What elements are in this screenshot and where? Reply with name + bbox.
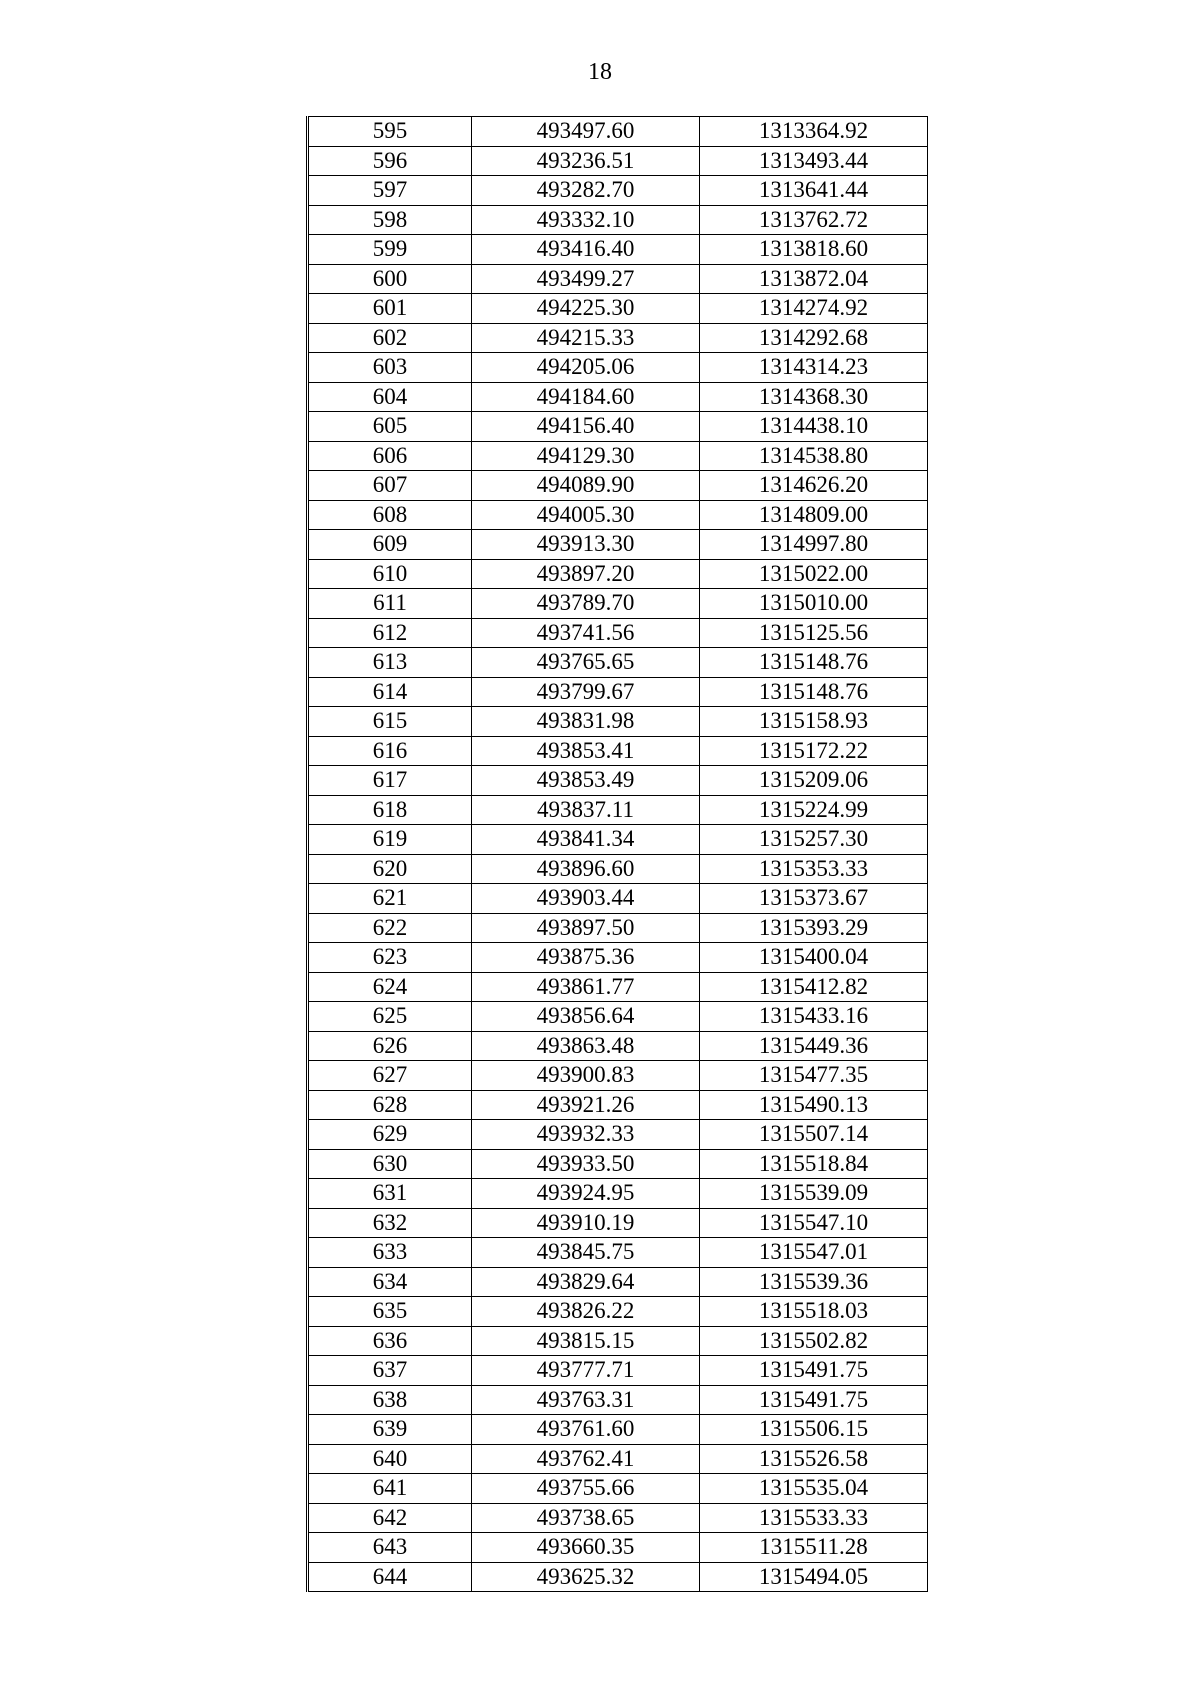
table-row xyxy=(308,1002,928,1032)
table-row xyxy=(308,1179,928,1209)
point-number-cell: 605 xyxy=(308,412,472,442)
y-coordinate-cell: 1315502.82 xyxy=(700,1326,928,1356)
x-coordinate-cell: 493755.66 xyxy=(472,1474,700,1504)
x-coordinate-cell: 493831.98 xyxy=(472,707,700,737)
y-coordinate-cell: 1315507.14 xyxy=(700,1120,928,1150)
point-number-cell: 622 xyxy=(308,913,472,943)
x-coordinate-cell: 493763.31 xyxy=(472,1385,700,1415)
y-coordinate-cell: 1314809.00 xyxy=(700,500,928,530)
y-coordinate-cell: 1315535.04 xyxy=(700,1474,928,1504)
x-coordinate-cell: 493625.32 xyxy=(472,1562,700,1592)
y-coordinate-cell: 1315148.76 xyxy=(700,677,928,707)
point-number-cell: 603 xyxy=(308,353,472,383)
table-row xyxy=(308,382,928,412)
y-coordinate-cell: 1315433.16 xyxy=(700,1002,928,1032)
x-coordinate-cell: 493921.26 xyxy=(472,1090,700,1120)
y-coordinate-cell: 1315539.36 xyxy=(700,1267,928,1297)
x-coordinate-cell: 493499.27 xyxy=(472,264,700,294)
y-coordinate-cell: 1313641.44 xyxy=(700,176,928,206)
x-coordinate-cell: 493861.77 xyxy=(472,972,700,1002)
y-coordinate-cell: 1315506.15 xyxy=(700,1415,928,1445)
point-number-cell: 604 xyxy=(308,382,472,412)
x-coordinate-cell: 493282.70 xyxy=(472,176,700,206)
point-number-cell: 628 xyxy=(308,1090,472,1120)
point-number-cell: 606 xyxy=(308,441,472,471)
point-number-cell: 595 xyxy=(308,117,472,147)
table-row xyxy=(308,323,928,353)
point-number-cell: 615 xyxy=(308,707,472,737)
point-number-cell: 635 xyxy=(308,1297,472,1327)
y-coordinate-cell: 1315511.28 xyxy=(700,1533,928,1563)
table-row xyxy=(308,1031,928,1061)
point-number-cell: 642 xyxy=(308,1503,472,1533)
y-coordinate-cell: 1315353.33 xyxy=(700,854,928,884)
table-row xyxy=(308,471,928,501)
x-coordinate-cell: 493897.50 xyxy=(472,913,700,943)
table-row xyxy=(308,176,928,206)
y-coordinate-cell: 1315539.09 xyxy=(700,1179,928,1209)
point-number-cell: 624 xyxy=(308,972,472,1002)
table-row xyxy=(308,1474,928,1504)
x-coordinate-cell: 494225.30 xyxy=(472,294,700,324)
x-coordinate-cell: 493903.44 xyxy=(472,884,700,914)
y-coordinate-cell: 1315526.58 xyxy=(700,1444,928,1474)
x-coordinate-cell: 494005.30 xyxy=(472,500,700,530)
y-coordinate-cell: 1315125.56 xyxy=(700,618,928,648)
table-row xyxy=(308,589,928,619)
x-coordinate-cell: 493933.50 xyxy=(472,1149,700,1179)
point-number-cell: 619 xyxy=(308,825,472,855)
table-row xyxy=(308,1562,928,1592)
y-coordinate-cell: 1315393.29 xyxy=(700,913,928,943)
table-row xyxy=(308,648,928,678)
point-number-cell: 629 xyxy=(308,1120,472,1150)
table-row xyxy=(308,353,928,383)
y-coordinate-cell: 1314292.68 xyxy=(700,323,928,353)
y-coordinate-cell: 1315494.05 xyxy=(700,1562,928,1592)
y-coordinate-cell: 1315490.13 xyxy=(700,1090,928,1120)
x-coordinate-cell: 493845.75 xyxy=(472,1238,700,1268)
point-number-cell: 641 xyxy=(308,1474,472,1504)
coordinates-table xyxy=(306,116,928,1592)
y-coordinate-cell: 1315257.30 xyxy=(700,825,928,855)
point-number-cell: 607 xyxy=(308,471,472,501)
point-number-cell: 627 xyxy=(308,1061,472,1091)
y-coordinate-cell: 1314314.23 xyxy=(700,353,928,383)
table-row xyxy=(308,412,928,442)
page-number: 18 xyxy=(588,59,612,85)
x-coordinate-cell: 493900.83 xyxy=(472,1061,700,1091)
x-coordinate-cell: 493332.10 xyxy=(472,205,700,235)
x-coordinate-cell: 494089.90 xyxy=(472,471,700,501)
point-number-cell: 636 xyxy=(308,1326,472,1356)
x-coordinate-cell: 493765.65 xyxy=(472,648,700,678)
y-coordinate-cell: 1314997.80 xyxy=(700,530,928,560)
x-coordinate-cell: 493896.60 xyxy=(472,854,700,884)
x-coordinate-cell: 493497.60 xyxy=(472,117,700,147)
y-coordinate-cell: 1313872.04 xyxy=(700,264,928,294)
table-row xyxy=(308,677,928,707)
x-coordinate-cell: 493738.65 xyxy=(472,1503,700,1533)
point-number-cell: 631 xyxy=(308,1179,472,1209)
x-coordinate-cell: 493416.40 xyxy=(472,235,700,265)
table-row xyxy=(308,854,928,884)
coordinates-table-body xyxy=(308,117,928,1592)
point-number-cell: 640 xyxy=(308,1444,472,1474)
table-row xyxy=(308,1356,928,1386)
table-row xyxy=(308,500,928,530)
table-row xyxy=(308,618,928,648)
y-coordinate-cell: 1315412.82 xyxy=(700,972,928,1002)
point-number-cell: 639 xyxy=(308,1415,472,1445)
table-row xyxy=(308,766,928,796)
point-number-cell: 602 xyxy=(308,323,472,353)
x-coordinate-cell: 493913.30 xyxy=(472,530,700,560)
point-number-cell: 612 xyxy=(308,618,472,648)
point-number-cell: 617 xyxy=(308,766,472,796)
table-row xyxy=(308,1208,928,1238)
point-number-cell: 626 xyxy=(308,1031,472,1061)
y-coordinate-cell: 1313762.72 xyxy=(700,205,928,235)
y-coordinate-cell: 1315547.01 xyxy=(700,1238,928,1268)
y-coordinate-cell: 1315209.06 xyxy=(700,766,928,796)
y-coordinate-cell: 1314538.80 xyxy=(700,441,928,471)
point-number-cell: 618 xyxy=(308,795,472,825)
table-row xyxy=(308,235,928,265)
point-number-cell: 613 xyxy=(308,648,472,678)
table-row xyxy=(308,736,928,766)
y-coordinate-cell: 1315491.75 xyxy=(700,1356,928,1386)
point-number-cell: 633 xyxy=(308,1238,472,1268)
y-coordinate-cell: 1315477.35 xyxy=(700,1061,928,1091)
table-row xyxy=(308,294,928,324)
table-row xyxy=(308,1503,928,1533)
table-row xyxy=(308,1297,928,1327)
point-number-cell: 608 xyxy=(308,500,472,530)
table-row xyxy=(308,1267,928,1297)
y-coordinate-cell: 1315148.76 xyxy=(700,648,928,678)
table-row xyxy=(308,146,928,176)
x-coordinate-cell: 493837.11 xyxy=(472,795,700,825)
table-row xyxy=(308,1533,928,1563)
y-coordinate-cell: 1313818.60 xyxy=(700,235,928,265)
x-coordinate-cell: 493853.41 xyxy=(472,736,700,766)
point-number-cell: 597 xyxy=(308,176,472,206)
y-coordinate-cell: 1315010.00 xyxy=(700,589,928,619)
table-row xyxy=(308,707,928,737)
table-row xyxy=(308,1149,928,1179)
y-coordinate-cell: 1315533.33 xyxy=(700,1503,928,1533)
point-number-cell: 616 xyxy=(308,736,472,766)
point-number-cell: 611 xyxy=(308,589,472,619)
point-number-cell: 614 xyxy=(308,677,472,707)
x-coordinate-cell: 493761.60 xyxy=(472,1415,700,1445)
point-number-cell: 625 xyxy=(308,1002,472,1032)
x-coordinate-cell: 493841.34 xyxy=(472,825,700,855)
point-number-cell: 637 xyxy=(308,1356,472,1386)
point-number-cell: 598 xyxy=(308,205,472,235)
x-coordinate-cell: 493932.33 xyxy=(472,1120,700,1150)
table-row xyxy=(308,117,928,147)
x-coordinate-cell: 493910.19 xyxy=(472,1208,700,1238)
table-row xyxy=(308,943,928,973)
x-coordinate-cell: 494205.06 xyxy=(472,353,700,383)
point-number-cell: 621 xyxy=(308,884,472,914)
point-number-cell: 609 xyxy=(308,530,472,560)
x-coordinate-cell: 493897.20 xyxy=(472,559,700,589)
y-coordinate-cell: 1315547.10 xyxy=(700,1208,928,1238)
y-coordinate-cell: 1315172.22 xyxy=(700,736,928,766)
y-coordinate-cell: 1313493.44 xyxy=(700,146,928,176)
y-coordinate-cell: 1315491.75 xyxy=(700,1385,928,1415)
x-coordinate-cell: 493789.70 xyxy=(472,589,700,619)
point-number-cell: 620 xyxy=(308,854,472,884)
y-coordinate-cell: 1315518.03 xyxy=(700,1297,928,1327)
point-number-cell: 610 xyxy=(308,559,472,589)
point-number-cell: 630 xyxy=(308,1149,472,1179)
y-coordinate-cell: 1315449.36 xyxy=(700,1031,928,1061)
x-coordinate-cell: 494184.60 xyxy=(472,382,700,412)
y-coordinate-cell: 1315022.00 xyxy=(700,559,928,589)
point-number-cell: 600 xyxy=(308,264,472,294)
table-row xyxy=(308,972,928,1002)
x-coordinate-cell: 493853.49 xyxy=(472,766,700,796)
x-coordinate-cell: 493660.35 xyxy=(472,1533,700,1563)
table-row xyxy=(308,913,928,943)
y-coordinate-cell: 1314626.20 xyxy=(700,471,928,501)
table-row xyxy=(308,1385,928,1415)
table-row xyxy=(308,205,928,235)
x-coordinate-cell: 494156.40 xyxy=(472,412,700,442)
table-row xyxy=(308,1090,928,1120)
table-row xyxy=(308,825,928,855)
y-coordinate-cell: 1315518.84 xyxy=(700,1149,928,1179)
x-coordinate-cell: 493863.48 xyxy=(472,1031,700,1061)
x-coordinate-cell: 493924.95 xyxy=(472,1179,700,1209)
x-coordinate-cell: 493826.22 xyxy=(472,1297,700,1327)
y-coordinate-cell: 1314368.30 xyxy=(700,382,928,412)
point-number-cell: 601 xyxy=(308,294,472,324)
table-row xyxy=(308,1444,928,1474)
point-number-cell: 632 xyxy=(308,1208,472,1238)
y-coordinate-cell: 1315158.93 xyxy=(700,707,928,737)
point-number-cell: 638 xyxy=(308,1385,472,1415)
x-coordinate-cell: 493236.51 xyxy=(472,146,700,176)
point-number-cell: 634 xyxy=(308,1267,472,1297)
y-coordinate-cell: 1315373.67 xyxy=(700,884,928,914)
table-row xyxy=(308,1238,928,1268)
y-coordinate-cell: 1315224.99 xyxy=(700,795,928,825)
table-row xyxy=(308,795,928,825)
point-number-cell: 599 xyxy=(308,235,472,265)
x-coordinate-cell: 493762.41 xyxy=(472,1444,700,1474)
point-number-cell: 644 xyxy=(308,1562,472,1592)
x-coordinate-cell: 493741.56 xyxy=(472,618,700,648)
point-number-cell: 623 xyxy=(308,943,472,973)
table-row xyxy=(308,884,928,914)
x-coordinate-cell: 493829.64 xyxy=(472,1267,700,1297)
x-coordinate-cell: 493777.71 xyxy=(472,1356,700,1386)
y-coordinate-cell: 1314274.92 xyxy=(700,294,928,324)
y-coordinate-cell: 1313364.92 xyxy=(700,117,928,147)
table-row xyxy=(308,1415,928,1445)
table-row xyxy=(308,1326,928,1356)
x-coordinate-cell: 493799.67 xyxy=(472,677,700,707)
point-number-cell: 643 xyxy=(308,1533,472,1563)
y-coordinate-cell: 1315400.04 xyxy=(700,943,928,973)
table-row xyxy=(308,441,928,471)
point-number-cell: 596 xyxy=(308,146,472,176)
x-coordinate-cell: 493875.36 xyxy=(472,943,700,973)
y-coordinate-cell: 1314438.10 xyxy=(700,412,928,442)
x-coordinate-cell: 493815.15 xyxy=(472,1326,700,1356)
table-row xyxy=(308,530,928,560)
x-coordinate-cell: 494215.33 xyxy=(472,323,700,353)
table-row xyxy=(308,1061,928,1091)
x-coordinate-cell: 494129.30 xyxy=(472,441,700,471)
table-row xyxy=(308,1120,928,1150)
x-coordinate-cell: 493856.64 xyxy=(472,1002,700,1032)
table-row xyxy=(308,559,928,589)
table-row xyxy=(308,264,928,294)
